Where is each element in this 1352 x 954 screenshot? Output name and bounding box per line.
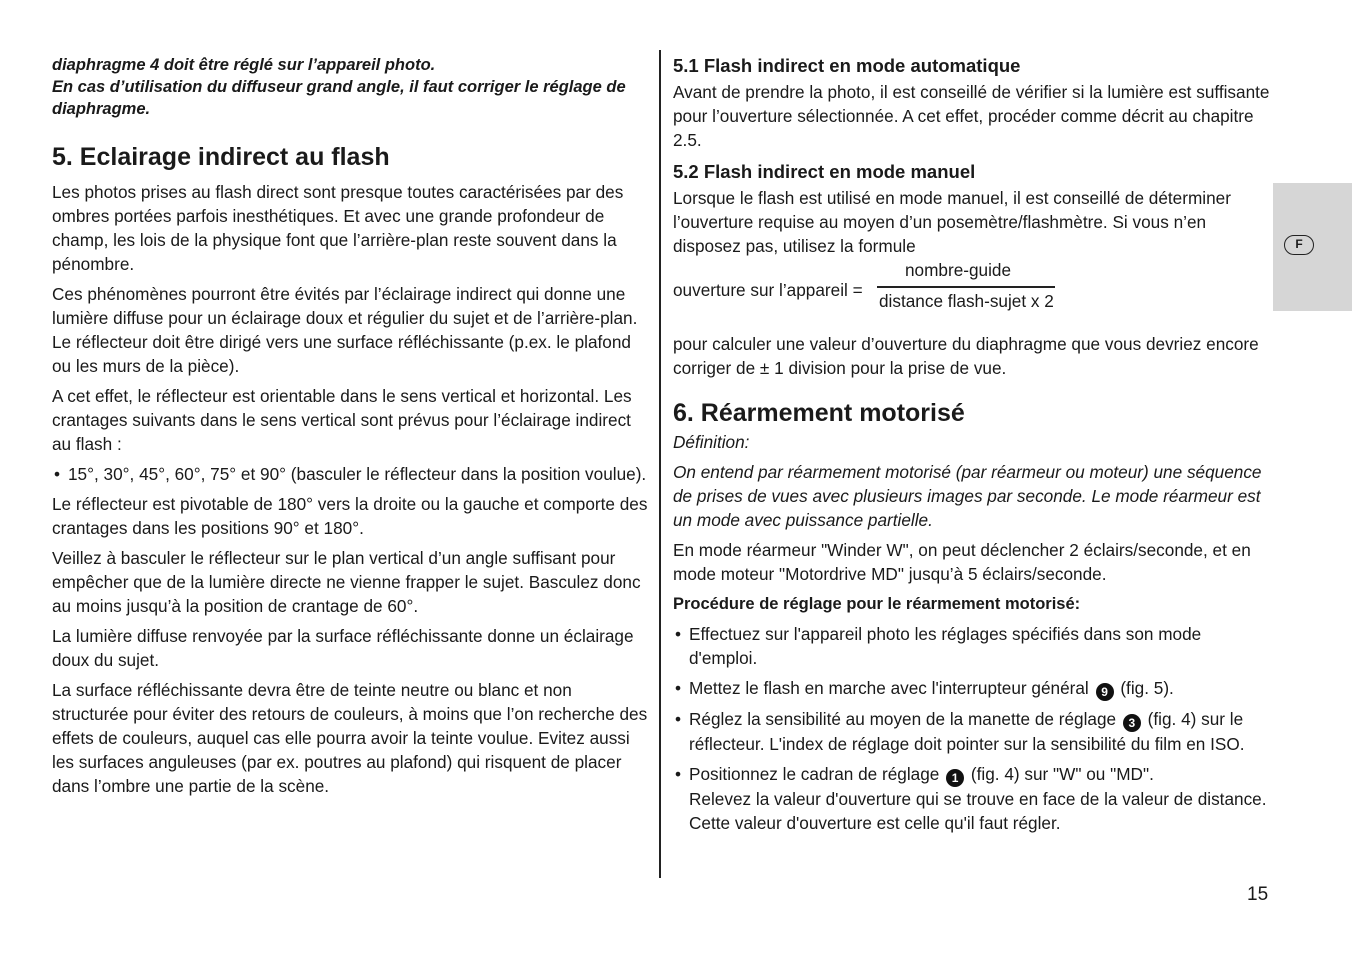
list-item: • Mettez le flash en marche avec l'interrupteur général 9 (fig. 5).	[673, 676, 1273, 701]
right-column	[673, 54, 1273, 841]
paragraph: Avant de prendre la photo, il est conseillé de vérifier si la lumière est suffisante pour l’ouverture sélectionnée. A cet effet, procéder comme décrit au chapitre 2.5.	[673, 82, 1270, 150]
paragraph: Ces phénomènes pourront être évités par l’éclairage indirect qui donne une lumière diffuse pour un éclairage doux et régulier du sujet et de l’arrière-plan. Le réflecteur doit être dirigé vers une surface réfléchissante (p.ex. le plafond ou les murs de la pièce).	[52, 284, 638, 376]
aperture-formula	[673, 260, 1273, 324]
formula-lhs: ouverture sur l’appareil =	[673, 280, 863, 300]
list-item: • Positionnez le cadran de réglage 1 (fig. 4) sur "W" ou "MD". Relevez la valeur d'ouverture qui se trouve en face de la valeur de distance. Cette valeur d'ouverture est celle qu'il faut régler.	[673, 762, 1273, 835]
ref-number-icon: 9	[1096, 683, 1114, 701]
list-item: • Effectuez sur l'appareil photo les réglages spécifiés dans son mode d'emploi.	[673, 622, 1273, 670]
paragraph: A cet effet, le réflecteur est orientable dans le sens vertical et horizontal. Les crantages suivants dans le sens vertical sont prévus pour l’éclairage indirect au flash :	[52, 386, 632, 454]
paragraph: Lorsque le flash est utilisé en mode manuel, il est conseillé de déterminer l’ouverture requise au moyen d’un posemètre/flashmètre. Si vous n’en disposez pas, utilisez la formule	[673, 188, 1231, 256]
paragraph: Le réflecteur est pivotable de 180° vers la droite ou la gauche et comporte des crantages dans les positions 90° et 180°.	[52, 494, 648, 538]
section-6-heading: 6. Réarmement motorisé	[673, 399, 965, 427]
intro-line-1: diaphragme 4 doit être réglé sur l’appareil photo.	[52, 56, 436, 74]
section-5-2-heading: 5.2 Flash indirect en mode manuel	[673, 161, 976, 182]
procedure-heading: Procédure de réglage pour le réarmement motorisé:	[673, 595, 1081, 613]
definition-label: Définition:	[673, 432, 750, 452]
paragraph: La lumière diffuse renvoyée par la surface réfléchissante donne un éclairage doux du sujet.	[52, 626, 634, 670]
language-badge: F	[1284, 235, 1314, 255]
paragraph: La surface réfléchissante devra être de teinte neutre ou blanc et non structurée pour éviter des retours de couleurs, à moins que l’on recherche des effets de couleurs, auquel cas elle pourra avoir la teinte voulue. Evitez aussi les surfaces anguleuses (par ex. poutres au plafond) qui risquent de placer dans l’ombre une partie de la scène.	[52, 680, 648, 796]
column-divider	[659, 50, 661, 878]
procedure-list	[673, 622, 1273, 835]
section-5-heading: 5. Eclairage indirect au flash	[52, 143, 390, 171]
ref-number-icon: 1	[946, 769, 964, 787]
paragraph: Les photos prises au flash direct sont presque toutes caractérisées par des ombres portées parfois inesthétiques. Et avec une grande profondeur de champ, les lois de la physique font que l’arrière-plan reste souvent dans la pénombre.	[52, 182, 624, 274]
left-column	[52, 54, 650, 804]
intro-line-2: En cas d’utilisation du diffuseur grand angle, il faut corriger le réglage de diaphragme.	[52, 78, 626, 118]
angle-list	[52, 462, 650, 486]
page-number: 15	[1247, 884, 1269, 905]
language-tab	[1273, 183, 1352, 311]
paragraph: Veillez à basculer le réflecteur sur le plan vertical d’un angle suffisant pour empêcher que de la lumière directe ne vienne frapper le sujet. Basculez donc au moins jusqu’à la position de crantage de 60°.	[52, 548, 641, 616]
fraction-bar	[877, 286, 1055, 288]
list-item: • Réglez la sensibilité au moyen de la manette de réglage 3 (fig. 4) sur le réflecteur. L'index de réglage doit pointer sur la sensibilité du film en ISO.	[673, 707, 1273, 756]
paragraph: En mode réarmeur "Winder W", on peut déclencher 2 éclairs/seconde, et en mode moteur "Motordrive MD" jusqu’à 5 éclairs/seconde.	[673, 540, 1251, 584]
formula-numerator: nombre-guide	[905, 260, 1012, 280]
section-5-1-heading: 5.1 Flash indirect en mode automatique	[673, 55, 1021, 76]
ref-number-icon: 3	[1123, 714, 1141, 732]
list-item: • 15°, 30°, 45°, 60°, 75° et 90° (basculer le réflecteur dans la position voulue).	[52, 462, 650, 486]
definition-text: On entend par réarmement motorisé (par réarmeur ou moteur) une séquence de prises de vues avec plusieurs images par seconde. Le mode réarmeur est un mode avec puissance partielle.	[673, 462, 1262, 530]
formula-denominator: distance flash-sujet x 2	[879, 291, 1054, 311]
paragraph: pour calculer une valeur d’ouverture du diaphragme que vous devriez encore corriger de ± 1 division pour la prise de vue.	[673, 334, 1259, 378]
